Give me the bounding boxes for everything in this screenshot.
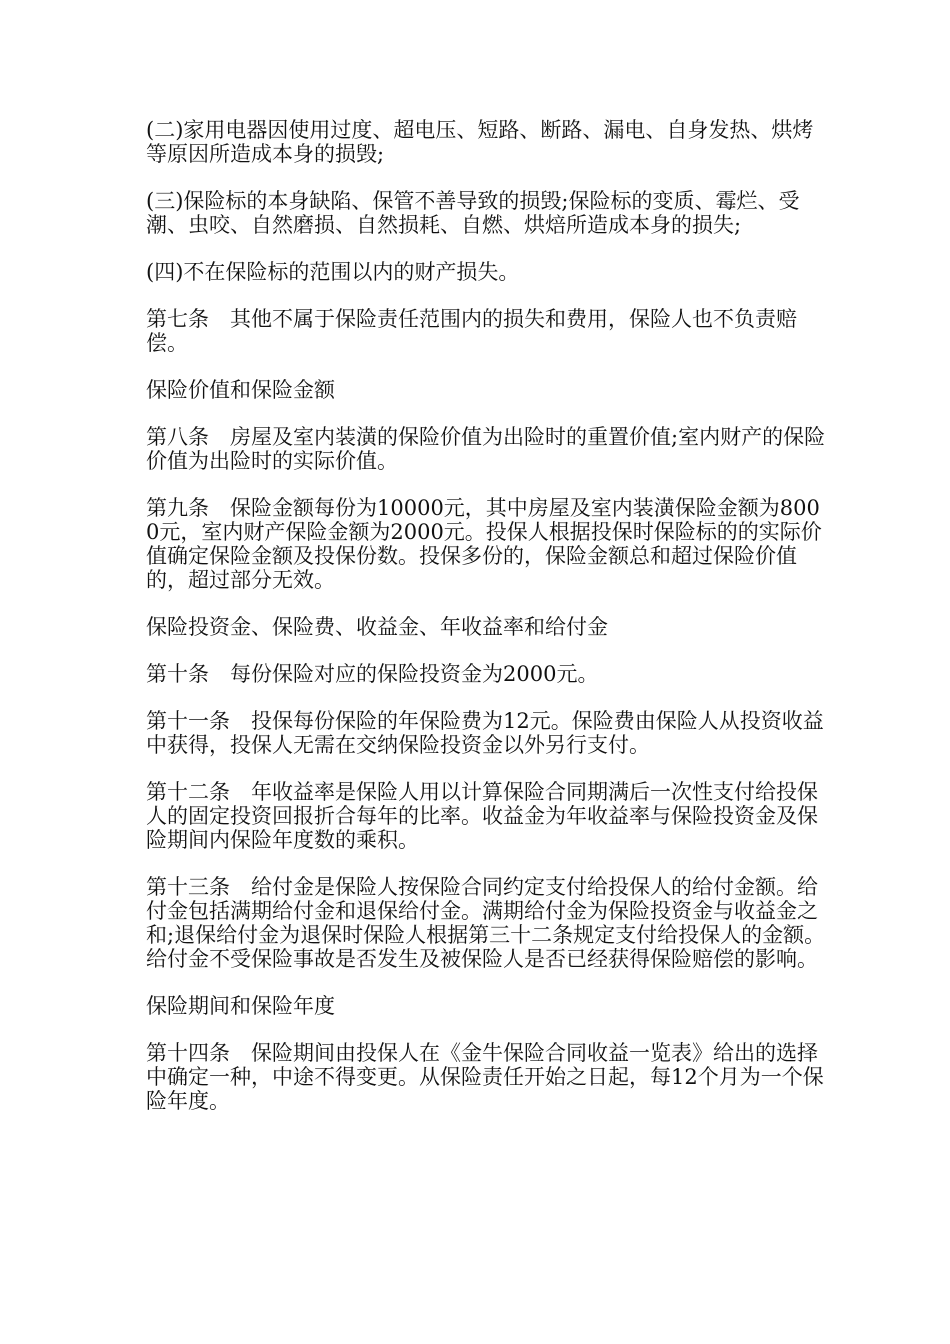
paragraph-article-11: 第十一条 投保每份保险的年保险费为12元。保险费由保险人从投资收益中获得，投保人无需在交纳保险投资金以外另行支付。 bbox=[146, 709, 824, 757]
section-heading-period: 保险期间和保险年度 bbox=[146, 994, 335, 1018]
document-body bbox=[146, 118, 826, 1136]
section-heading-insured-value: 保险价值和保险金额 bbox=[146, 378, 335, 402]
paragraph-article-12: 第十二条 年收益率是保险人用以计算保险合同期满后一次性支付给投保人的固定投资回报折合每年的比率。收益金为年收益率与保险投资金及保险期间内保险年度数的乘积。 bbox=[146, 780, 818, 852]
section-heading-investment: 保险投资金、保险费、收益金、年收益率和给付金 bbox=[146, 615, 608, 639]
paragraph-article-13: 第十三条 给付金是保险人按保险合同约定支付给投保人的给付金额。给付金包括满期给付金和退保给付金。满期给付金为保险投资金与收益金之和;退保给付金为退保时保险人根据第三十二条规定支付给投保人的金额。给付金不受保险事故是否发生及被保险人是否已经获得保险赔偿的影响。 bbox=[146, 875, 826, 971]
paragraph-article-8: 第八条 房屋及室内装潢的保险价值为出险时的重置价值;室内财产的保险价值为出险时的实际价值。 bbox=[146, 425, 826, 473]
paragraph-item-4-exclusion: (四)不在保险标的范围以内的财产损失。 bbox=[146, 260, 520, 284]
paragraph-article-7: 第七条 其他不属于保险责任范围内的损失和费用，保险人也不负责赔偿。 bbox=[146, 307, 797, 355]
paragraph-article-9: 第九条 保险金额每份为10000元，其中房屋及室内装潢保险金额为8000元，室内财产保险金额为2000元。投保人根据投保时保险标的的实际价值确定保险金额及投保份数。投保多份的，保险金额总和超过保险价值的，超过部分无效。 bbox=[146, 496, 822, 592]
paragraph-item-2-exclusion: (二)家用电器因使用过度、超电压、短路、断路、漏电、自身发热、烘烤等原因所造成本身的损毁; bbox=[146, 118, 814, 166]
paragraph-item-3-exclusion: (三)保险标的本身缺陷、保管不善导致的损毁;保险标的变质、霉烂、受潮、虫咬、自然磨损、自然损耗、自燃、烘焙所造成本身的损失; bbox=[146, 189, 800, 237]
paragraph-article-14: 第十四条 保险期间由投保人在《金牛保险合同收益一览表》给出的选择中确定一种，中途不得变更。从保险责任开始之日起，每12个月为一个保险年度。 bbox=[146, 1041, 824, 1113]
paragraph-article-10: 第十条 每份保险对应的保险投资金为2000元。 bbox=[146, 662, 599, 686]
